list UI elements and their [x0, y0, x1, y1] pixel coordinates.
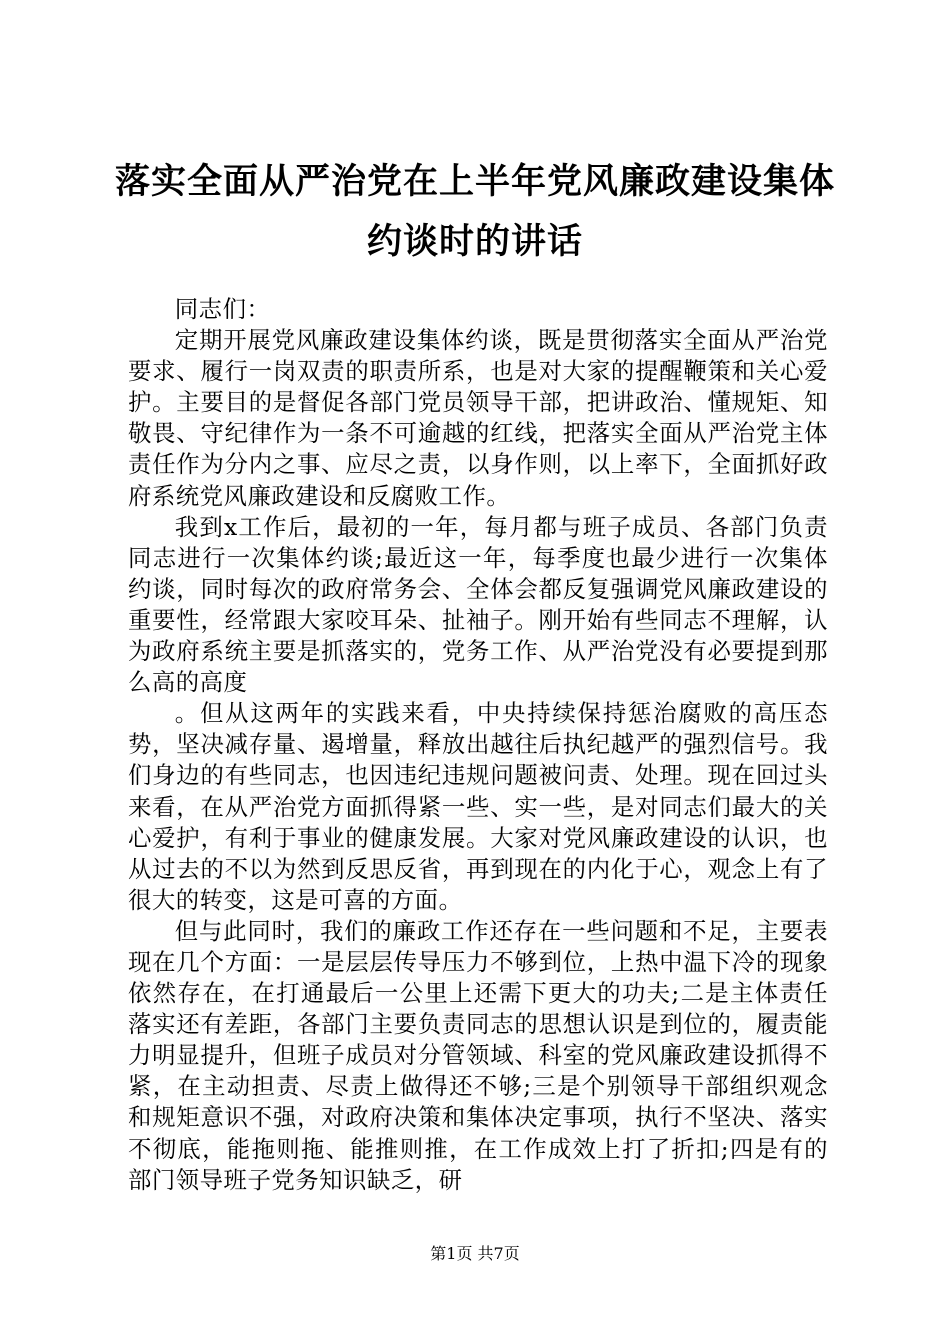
page-number-footer: 第1页 共7页 [430, 1244, 520, 1263]
document-title-line-2: 约谈时的讲话 [366, 222, 583, 262]
salutation: 同志们： [174, 295, 271, 323]
body-paragraph-3: 。但从这两年的实践来看，中央持续保持惩治腐败的高压态势，坚决减存量、遏增量，释放出越往后执纪越严的强烈信号。我们身边的有些同志，也因违纪违规问题被问责、处理。现在回过头来看，在从严治党方面抓得紧一些、实一些，是对同志们最大的关心爱护，有利于事业的健康发展。大家对党风廉政建设的认识，也从过去的不以为然到反思反省，再到现在的内化于心，观念上有了很大的转变，这是可喜的方面。 [128, 699, 828, 914]
body-paragraph-2: 我到x工作后，最初的一年，每月都与班子成员、各部门负责同志进行一次集体约谈;最近这一年，每季度也最少进行一次集体约谈，同时每次的政府常务会、全体会都反复强调党风廉政建设的重要性，经常跟大家咬耳朵、扯袖子。刚开始有些同志不理解，认为政府系统主要是抓落实的，党务工作、从严治党没有必要提到那么高的高度 [128, 512, 828, 697]
body-paragraph-4: 但与此同时，我们的廉政工作还存在一些问题和不足，主要表现在几个方面：一是层层传导压力不够到位，上热中温下冷的现象依然存在，在打通最后一公里上还需下更大的功夫;二是主体责任落实还有差距，各部门主要负责同志的思想认识是到位的，履责能力明显提升，但班子成员对分管领域、科室的党风廉政建设抓得不紧，在主动担责、尽责上做得还不够;三是个别领导干部组织观念和规矩意识不强，对政府决策和集体决定事项，执行不坚决、落实不彻底，能拖则拖、能推则推，在工作成效上打了折扣;四是有的部门领导班子党务知识缺乏，研 [128, 916, 828, 1194]
document-body [128, 294, 828, 1196]
document-title-line-1: 落实全面从严治党在上半年党风廉政建设集体 [114, 162, 835, 202]
body-paragraph-1: 定期开展党风廉政建设集体约谈，既是贯彻落实全面从严治党要求、履行一岗双责的职责所系，也是对大家的提醒鞭策和关心爱护。主要目的是督促各部门党员领导干部，把讲政治、懂规矩、知敬畏、守纪律作为一条不可逾越的红线，把落实全面从严治党主体责任作为分内之事、应尽之责，以身作则，以上率下，全面抓好政府系统党风廉政建设和反腐败工作。 [128, 326, 828, 510]
